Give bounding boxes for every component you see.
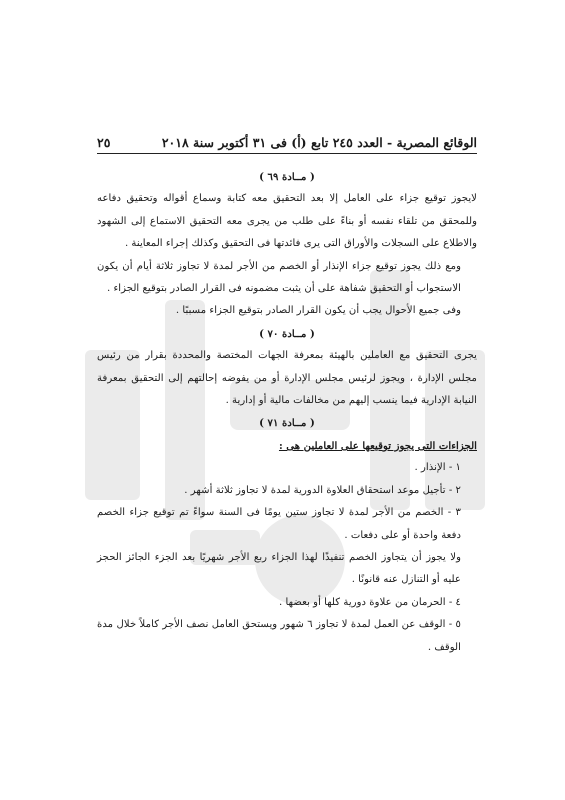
- header-divider: [97, 153, 477, 154]
- article-69-heading: ( مــادة ٦٩ ): [259, 171, 315, 183]
- page-header: [97, 135, 477, 150]
- article-70-paragraph-1: يجرى التحقيق مع العاملين بالهيئة بمعرفة الجهات المختصة والمحددة بقرار من رئيس مجلس الإدارة ، ويجوز لرئيس مجلس الإدارة أو من يفوضه إحالتهم إلى التحقيق بمعرفة النيابة الإدارية فيما ينسب إليهم من مخالفات مالية أو إدارية .: [97, 350, 477, 407]
- article-69-paragraph-2: ومع ذلك يجوز توقيع جزاء الإنذار أو الخصم من الأجر لمدة لا تجاوز ثلاثة أيام أن يكون الاستجواب أو التحقيق شفاهة على أن يثبت مضمونه فى القرار الصادر بتوقيع الجزاء .: [97, 260, 461, 295]
- penalty-item-2: ٢ - تأجيل موعد استحقاق العلاوة الدورية لمدة لا تجاوز ثلاثة أشهر .: [184, 484, 461, 496]
- article-71-heading: ( مــادة ٧١ ): [259, 417, 315, 430]
- article-70-heading: ( مــادة ٧٠ ): [259, 327, 315, 340]
- article-69-paragraph-3: وفى جميع الأحوال يجب أن يكون القرار الصادر بتوقيع الجزاء مسببًا .: [175, 305, 461, 317]
- penalty-note: ولا يجوز أن يتجاوز الخصم تنفيذًا لهذا الجزاء ربع الأجر شهريًا بعد الجزء الجائز الحجز عليه أو التنازل عنه قانونًا .: [97, 551, 461, 586]
- document-body: [97, 166, 477, 659]
- penalty-item-4: ٤ - الحرمان من علاوة دورية كلها أو بعضها .: [279, 596, 461, 608]
- penalty-item-5: ٥ - الوقف عن العمل لمدة لا تجاوز ٦ شهور ويستحق العامل نصف الأجر كاملاً خلال مدة الوقف .: [97, 619, 461, 653]
- article-71-intro: الجزاءات التى يجوز توقيعها على العاملين هى :: [278, 439, 477, 452]
- penalty-item-3: ٣ - الخصم من الأجر لمدة لا تجاوز ستين يومًا فى السنة سواءً تم توقيع جزاء الخصم دفعة واحدة أو على دفعات .: [97, 507, 461, 541]
- article-69-paragraph-1: لايجوز توقيع جزاء على العامل إلا بعد التحقيق معه كتابة وسماع أقواله وتحقيق دفاعه وللمحقق من تلقاء نفسه أو بناءً على طلب من يجرى معه التحقيق الاستماع إلى الشهود والاطلاع على السجلات والأوراق التى يرى فائدتها فى التحقيق وكذلك إجراء المعاينة .: [97, 193, 477, 250]
- header-title: الوقائع المصرية - العدد ٢٤٥ تابع (أ) فى ٣١ أكتوبر سنة ٢٠١٨: [161, 135, 477, 150]
- page-number: ٢٥: [97, 135, 111, 150]
- penalty-item-1: ١ - الإنذار .: [414, 462, 461, 474]
